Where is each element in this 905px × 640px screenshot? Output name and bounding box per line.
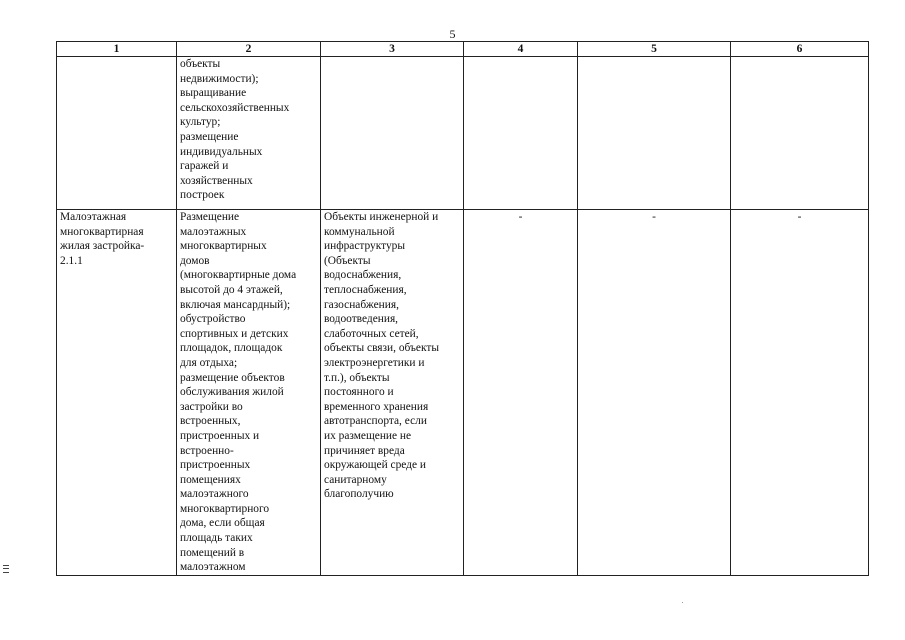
auxiliary-use-description: Объекты инженерной и коммунальной инфраструктуры (Объекты водоснабжения, теплоснабжения, газоснабжения, водоотведения, слаботочных сетей, объекты связи, объекты электроэнергетики и т.п.), объекты постоянного и временного хранения автотранспорта, если их размещение не причиняет вреда окружающей среде и санитарному благополучию	[324, 211, 439, 501]
scan-speck	[682, 602, 683, 603]
cell-dash: -	[797, 211, 802, 223]
table-cell	[578, 57, 731, 210]
table-cell	[177, 57, 321, 210]
header-col-2: 2	[177, 42, 321, 57]
table-cell	[464, 57, 578, 210]
table-cell	[321, 210, 464, 576]
land-use-description: Размещение малоэтажных многоквартирных домов (многоквартирные дома высотой до 4 этажей, включая мансардный); обустройство спортивных и детских площадок, площадок для отдыха; размещение объектов обслуживания жилой застройки во встроенных, пристроенных и встроенно- пристроенных помещениях малоэтажного многоквартирного дома, если общая площадь таких помещений в малоэтажном	[180, 211, 297, 574]
cell-dash: -	[518, 211, 523, 223]
table-cell	[57, 210, 177, 576]
page-number: 5	[449, 27, 456, 41]
cell-dash: -	[652, 211, 656, 223]
header-col-6: 6	[731, 42, 869, 57]
land-use-type: Малоэтажная многоквартирная жилая застройка- 2.1.1	[60, 211, 145, 267]
table-cell	[731, 57, 869, 210]
header-col-4: 4	[464, 42, 578, 57]
table-cell	[578, 210, 731, 576]
table-cell	[731, 210, 869, 576]
table-row	[57, 57, 869, 210]
table-cell	[177, 210, 321, 576]
header-col-1: 1	[57, 42, 177, 57]
table-cell	[464, 210, 578, 576]
header-row	[57, 42, 869, 57]
margin-mark	[3, 565, 9, 573]
table-row	[57, 210, 869, 576]
document-table	[56, 41, 869, 576]
table-cell	[57, 57, 177, 210]
header-col-5: 5	[578, 42, 731, 57]
table-cell	[321, 57, 464, 210]
header-col-3: 3	[321, 42, 464, 57]
cell-text: объекты недвижимости); выращивание сельскохозяйственных культур; размещение индивидуальных гаражей и хозяйственных построек	[180, 58, 290, 202]
